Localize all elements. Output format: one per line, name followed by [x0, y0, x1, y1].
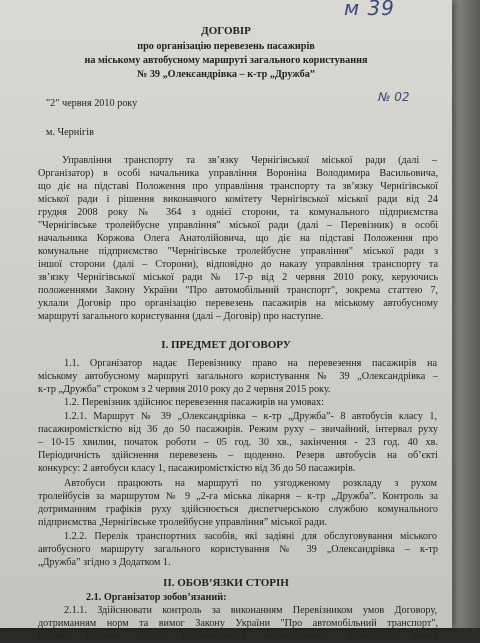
section-1-line: тролейбусів за маршрутом № 9 „2-га міська лікарня – к-тр „Дружба”. Контроль за — [38, 491, 438, 502]
section-1-line: 1.2.1. Маршрут № 39 „Олександрівка – к-тр „Дружба”- 8 автобусів класу 1, — [64, 411, 437, 422]
handwritten-corner-mark: м 39 — [344, 0, 395, 20]
preamble-line: грудня 2008 року № 364 з однієї сторони, та комунального підприємства — [38, 207, 438, 218]
section-2-line: Правил надання послуг пасажирського автомобільного транспорту, інших — [38, 631, 438, 642]
preamble-line: уклали Договір про організацію перевезень пасажирів на міському автобусному — [38, 298, 438, 309]
preamble-line: що діє на підставі Положення про управління транспорту та зв’язку Чернігівської — [38, 181, 438, 192]
preamble-line: іншої сторони (далі – Сторони), відповідно до наказу управління транспорту та — [38, 259, 438, 270]
section-1-line: пасажиромісткістю від 36 до 50 пасажирів. Режим руху – звичайний, інтервал руху — [38, 424, 438, 435]
section-1-heading: І. ПРЕДМЕТ ДОГОВОРУ — [161, 339, 291, 351]
section-1-line: 1.1. Організатор надає Перевізнику право на перевезення пасажирів на — [64, 358, 437, 369]
section-2-item-2-1: 2.1. Організатор зобов’язаний: — [86, 592, 227, 603]
preamble-line: Організатор) в особі начальника управління Вороніна Володимира Васильовича, — [38, 168, 438, 179]
section-1-line: 1.2.2. Перелік транспортних засобів, які задіяні для обслуговування міського — [64, 531, 437, 542]
section-1-line: дотриманням графіків руху здійснюється диспетчерською службою комунального — [38, 504, 438, 515]
preamble-line: комунальне підприємство "Чернігівське тролейбусне управління" міської ради з — [38, 246, 438, 257]
section-1-line: – 10-15 хвилин, початок роботи – 05 год. 30 хв., закінчення - 23 год. 40 хв. — [38, 437, 438, 448]
document-title: ДОГОВІР — [201, 25, 251, 37]
contract-date: "2" червня 2010 року — [46, 98, 138, 109]
section-1-line: міському автобусному маршруті загального користування № 39 „Олександрівка – — [38, 371, 438, 382]
section-1-line: конкурсу: 2 автобуси класу 1, пасажиромісткістю від 36 до 50 пасажирів. — [38, 463, 356, 474]
section-1-line: „Дружба” згідно з Додатком 1. — [38, 557, 171, 568]
section-2-heading: ІІ. ОБОВ’ЯЗКИ СТОРІН — [163, 577, 289, 589]
document-subtitle-1: про організацію перевезень пасажирів — [137, 41, 315, 52]
preamble-line: "Чернігівське тролейбусне управління" міської ради (далі – Перевізник) в особі — [38, 220, 438, 231]
section-1-line: Автобуси працюють на маршруті по узгодженому розкладу з рухом — [64, 478, 437, 489]
section-1-line: підприємства „Чернігівське тролейбусне управління” міської ради. — [38, 517, 327, 528]
section-1-line: Періодичність здійснення перевезень – щоденно. Резерв автобусів на об’єкті — [38, 450, 438, 461]
section-1-line: автобусного маршруту загального користування № 39 „Олександрівка – к-тр — [38, 544, 438, 555]
preamble-line: маршруті загального користування (далі – Договір) про наступне. — [38, 311, 324, 322]
preamble-line: зв’язку Чернігівської міської ради № 17-р від 2 червня 2010 року, керуючись — [38, 272, 438, 283]
section-2-line: дотриманням норм та вимог Закону України "Про автомобільний транспорт", — [38, 618, 438, 629]
contract-city: м. Чернігів — [46, 127, 94, 138]
sheet-stack-edge — [452, 0, 480, 628]
section-1-line: 1.2. Перевізник здійснює перевезення пасажирів на умовах: — [64, 397, 324, 408]
preamble-line: положеннями Закону України "Про автомобільний транспорт", зокрема статтею 7, — [38, 285, 438, 296]
handwritten-contract-number: № 02 — [378, 90, 410, 104]
document-subtitle-2: на міському автобусному маршруті загального користування — [84, 55, 368, 66]
preamble-line: міської ради і рішення виконавчого комітету Чернігівської міської ради від 24 — [38, 194, 438, 205]
preamble-line: начальника Коржова Олега Анатолійовича, що діє на підставі Положення про — [38, 233, 438, 244]
section-1-line: к-тр „Дружба” строком з 2 червня 2010 року до 2 червня 2015 року. — [38, 384, 331, 395]
section-2-line: 2.1.1. Здійснювати контроль за виконанням Перевізником умов Договору, — [64, 605, 437, 616]
document-subtitle-3: № 39 „Олександрівка – к-тр „Дружба” — [137, 69, 315, 80]
preamble-line: Управління транспорту та зв’язку Чернігівської міської ради (далі – — [62, 155, 437, 166]
